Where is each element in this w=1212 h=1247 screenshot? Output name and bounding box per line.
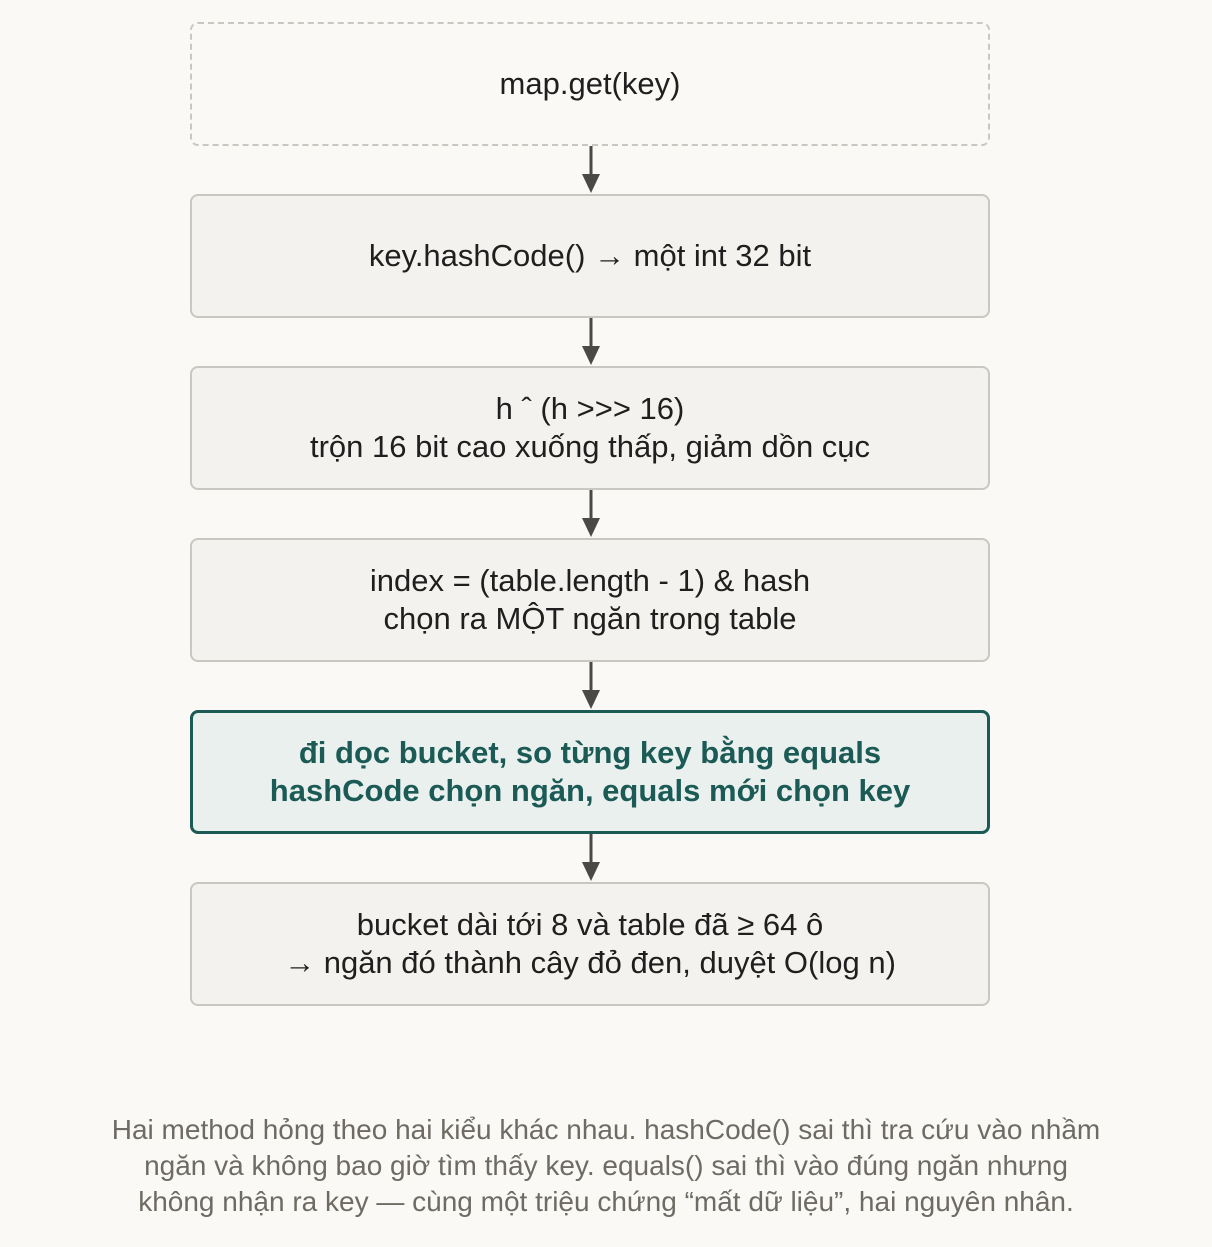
arrow-down-icon bbox=[580, 662, 602, 710]
node-text: key.hashCode() → một int 32 bit bbox=[368, 238, 812, 273]
node-bucket-equals bbox=[190, 710, 990, 834]
node-text: map.get(key) bbox=[499, 66, 681, 101]
node-text-line-2: chọn ra MỘT ngăn trong table bbox=[383, 601, 797, 636]
node-text-line-1: bucket dài tới 8 và table đã ≥ 64 ô bbox=[356, 907, 824, 942]
node-map-get bbox=[190, 22, 990, 146]
caption-line: ngăn và không bao giờ tìm thấy key. equals() sai thì vào đúng ngăn nhưng bbox=[144, 1150, 1068, 1181]
node-hash-spread bbox=[190, 366, 990, 490]
node-hashcode bbox=[190, 194, 990, 318]
node-text-line-1: index = (table.length - 1) & hash bbox=[369, 563, 811, 598]
node-text-line-2: trộn 16 bit cao xuống thấp, giảm dồn cục bbox=[309, 429, 871, 464]
node-text-line-2: hashCode chọn ngăn, equals mới chọn key bbox=[269, 773, 911, 808]
node-text-line-1: đi dọc bucket, so từng key bằng equals bbox=[298, 735, 882, 770]
node-index bbox=[190, 538, 990, 662]
arrow-down-icon bbox=[580, 146, 602, 194]
node-text-line-2: → ngăn đó thành cây đỏ đen, duyệt O(log n) bbox=[284, 945, 896, 980]
node-text-line-1: h ˆ (h >>> 16) bbox=[495, 391, 685, 426]
caption bbox=[20, 1112, 1192, 1220]
arrow-down-icon bbox=[580, 318, 602, 366]
arrow-down-icon bbox=[580, 834, 602, 882]
arrow-down-icon bbox=[580, 490, 602, 538]
caption-line: Hai method hỏng theo hai kiểu khác nhau. hashCode() sai thì tra cứu vào nhầm bbox=[111, 1114, 1101, 1145]
caption-line: không nhận ra key — cùng một triệu chứng “mất dữ liệu”, hai nguyên nhân. bbox=[138, 1186, 1074, 1217]
node-treeify bbox=[190, 882, 990, 1006]
